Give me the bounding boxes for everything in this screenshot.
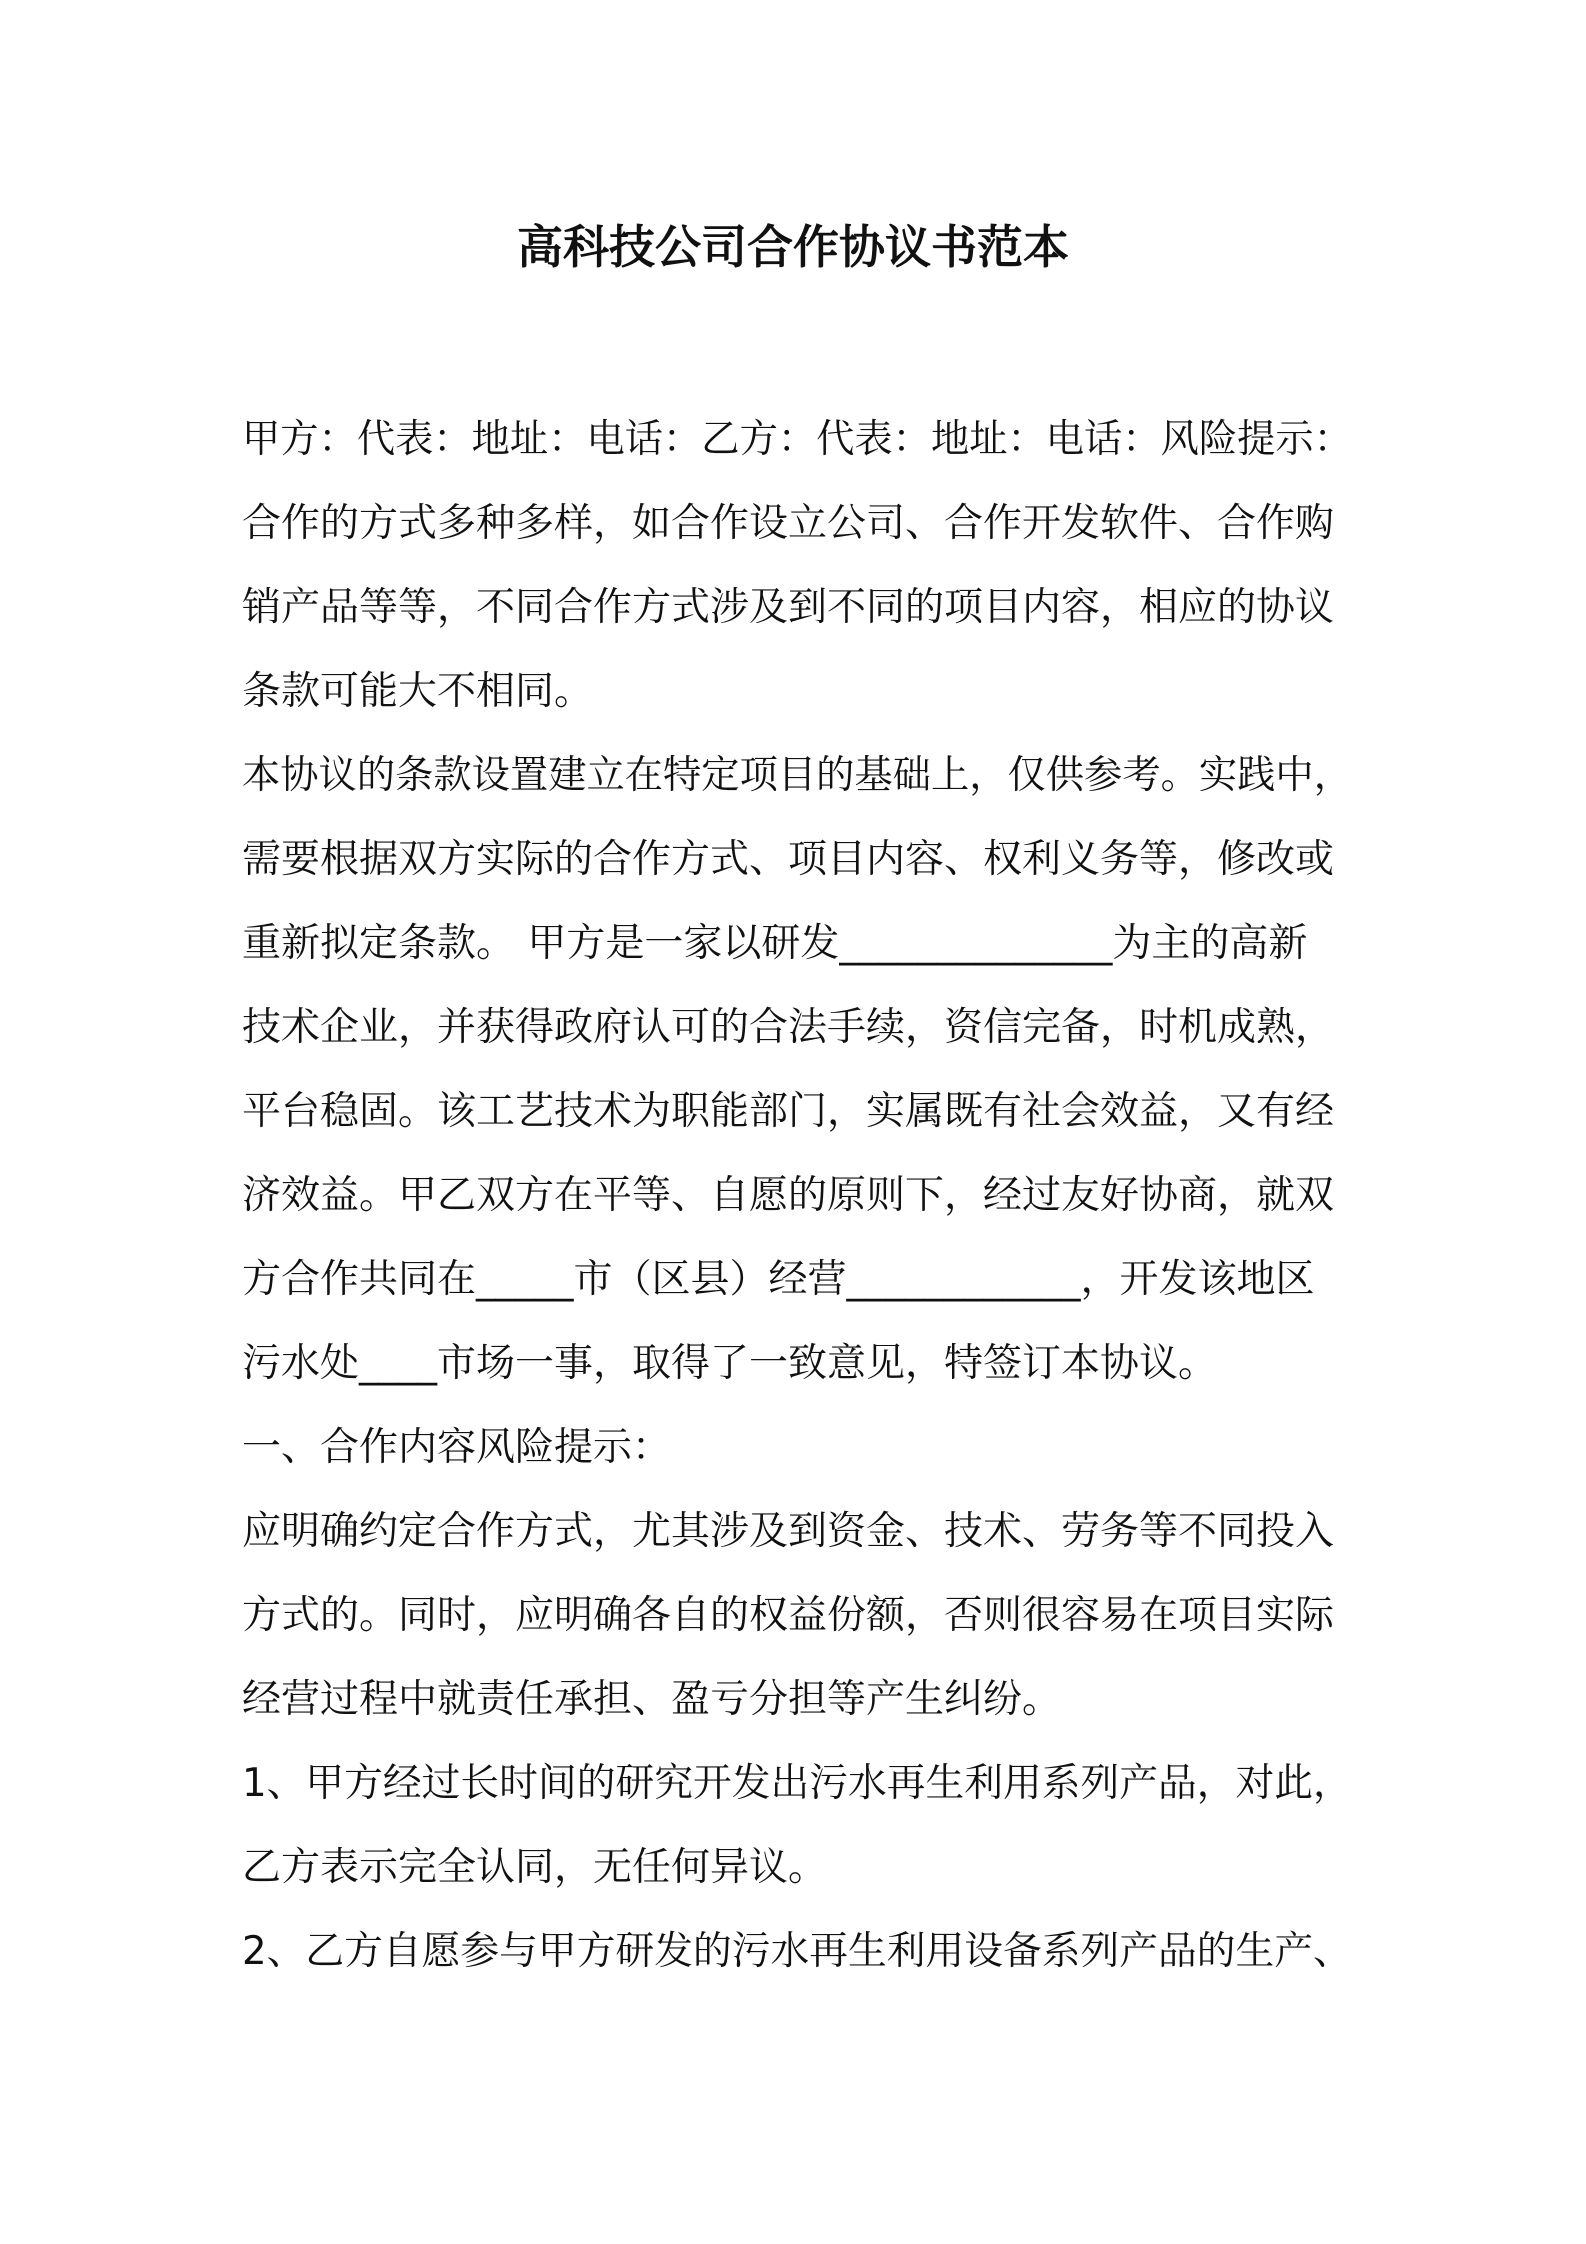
body-line: 重新拟定条款。 甲方是一家以研发______________为主的高新 xyxy=(242,921,1308,966)
body-line: 方式的。同时，应明确各自的权益份额，否则很容易在项目实际 xyxy=(242,1593,1335,1638)
document-title: 高科技公司合作协议书范本 xyxy=(517,220,1069,274)
body-line: 本协议的条款设置建立在特定项目的基础上，仅供参考。实践中， xyxy=(242,753,1352,798)
body-line: 污水处____市场一事，取得了一致意见，特签订本协议。 xyxy=(242,1341,1218,1386)
body-line: 经营过程中就责任承担、盈亏分担等产生纠纷。 xyxy=(242,1677,1062,1722)
body-line: 合作的方式多种多样，如合作设立公司、合作开发软件、合作购 xyxy=(242,501,1335,546)
body-line: 济效益。甲乙双方在平等、自愿的原则下，经过友好协商，就双 xyxy=(242,1173,1335,1218)
clause-line: 乙方表示完全认同，无任何异议。 xyxy=(242,1845,828,1890)
body-line: 方合作共同在_____市（区县）经营____________，开发该地区 xyxy=(242,1257,1315,1302)
body-line: 销产品等等，不同合作方式涉及到不同的项目内容，相应的协议 xyxy=(242,585,1335,630)
section-heading: 一、合作内容风险提示： xyxy=(242,1425,672,1470)
body-line: 应明确约定合作方式，尤其涉及到资金、技术、劳务等不同投入 xyxy=(242,1509,1335,1554)
body-line: 条款可能大不相同。 xyxy=(242,669,594,714)
body-line: 平台稳固。该工艺技术为职能部门，实属既有社会效益，又有经 xyxy=(242,1089,1335,1134)
body-line-parties: 甲方：代表：地址：电话：乙方：代表：地址：电话：风险提示： xyxy=(242,417,1352,462)
document-body xyxy=(242,398,1352,1994)
body-line: 需要根据双方实际的合作方式、项目内容、权利义务等，修改或 xyxy=(242,837,1335,882)
body-line: 技术企业，并获得政府认可的合法手续，资信完备，时机成熟， xyxy=(242,1005,1335,1050)
clause-line: 1、甲方经过长时间的研究开发出污水再生利用系列产品，对此， xyxy=(242,1761,1352,1806)
clause-line: 2、乙方自愿参与甲方研发的污水再生利用设备系列产品的生产、 xyxy=(242,1929,1352,1974)
